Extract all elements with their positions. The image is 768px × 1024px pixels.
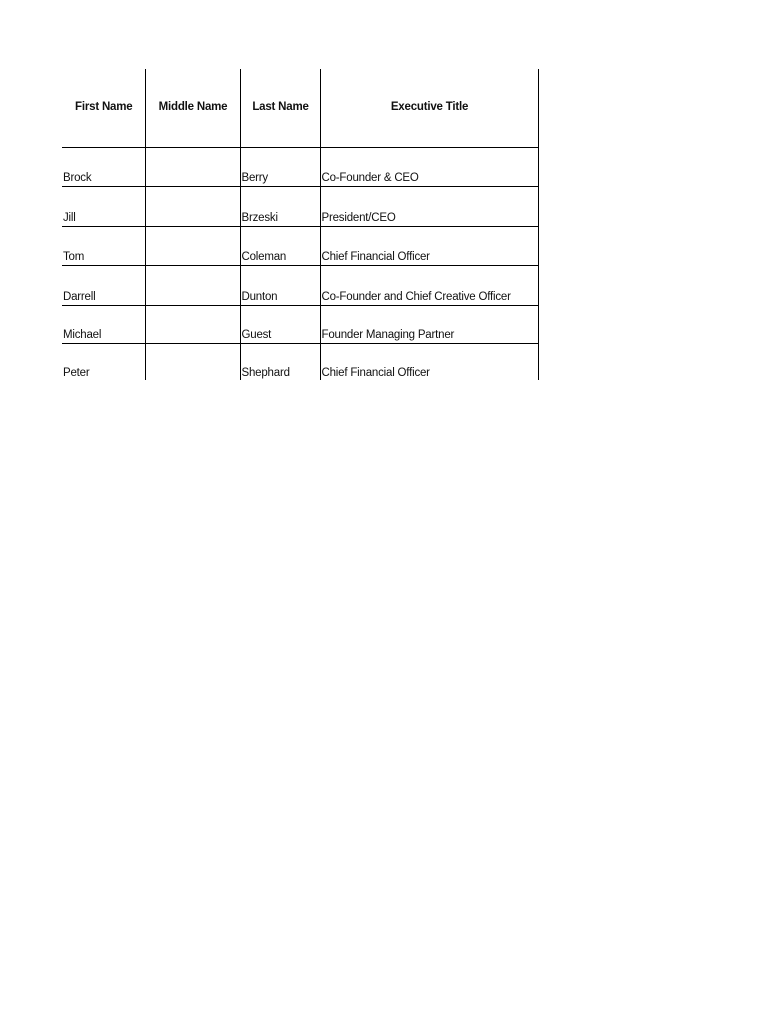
table-row bbox=[62, 344, 538, 381]
cell-last-name: Brzeski bbox=[240, 187, 320, 227]
cell-last-name: Shephard bbox=[240, 344, 320, 381]
cell-executive-title: Chief Financial Officer bbox=[320, 344, 538, 381]
cell-middle-name bbox=[145, 266, 240, 306]
cell-last-name: Berry bbox=[240, 148, 320, 187]
cell-last-name: Dunton bbox=[240, 266, 320, 306]
cell-first-name: Jill bbox=[62, 187, 145, 227]
header-first-name: First Name bbox=[62, 69, 145, 148]
table-row bbox=[62, 148, 538, 187]
cell-first-name: Tom bbox=[62, 227, 145, 266]
cell-first-name: Michael bbox=[62, 306, 145, 344]
header-last-name: Last Name bbox=[240, 69, 320, 148]
cell-middle-name bbox=[145, 148, 240, 187]
header-middle-name: Middle Name bbox=[145, 69, 240, 148]
table-row bbox=[62, 227, 538, 266]
cell-last-name: Guest bbox=[240, 306, 320, 344]
cell-executive-title: Co-Founder & CEO bbox=[320, 148, 538, 187]
header-row bbox=[62, 69, 538, 148]
cell-middle-name bbox=[145, 306, 240, 344]
cell-first-name: Brock bbox=[62, 148, 145, 187]
header-executive-title: Executive Title bbox=[320, 69, 538, 148]
cell-middle-name bbox=[145, 227, 240, 266]
cell-first-name: Peter bbox=[62, 344, 145, 381]
cell-middle-name bbox=[145, 344, 240, 381]
cell-last-name: Coleman bbox=[240, 227, 320, 266]
cell-executive-title: Founder Managing Partner bbox=[320, 306, 538, 344]
table-row bbox=[62, 266, 538, 306]
cell-executive-title: Chief Financial Officer bbox=[320, 227, 538, 266]
table-row bbox=[62, 187, 538, 227]
cell-middle-name bbox=[145, 187, 240, 227]
cell-executive-title: President/CEO bbox=[320, 187, 538, 227]
executive-table bbox=[62, 69, 539, 380]
cell-executive-title: Co-Founder and Chief Creative Officer bbox=[320, 266, 538, 306]
cell-first-name: Darrell bbox=[62, 266, 145, 306]
table-row bbox=[62, 306, 538, 344]
